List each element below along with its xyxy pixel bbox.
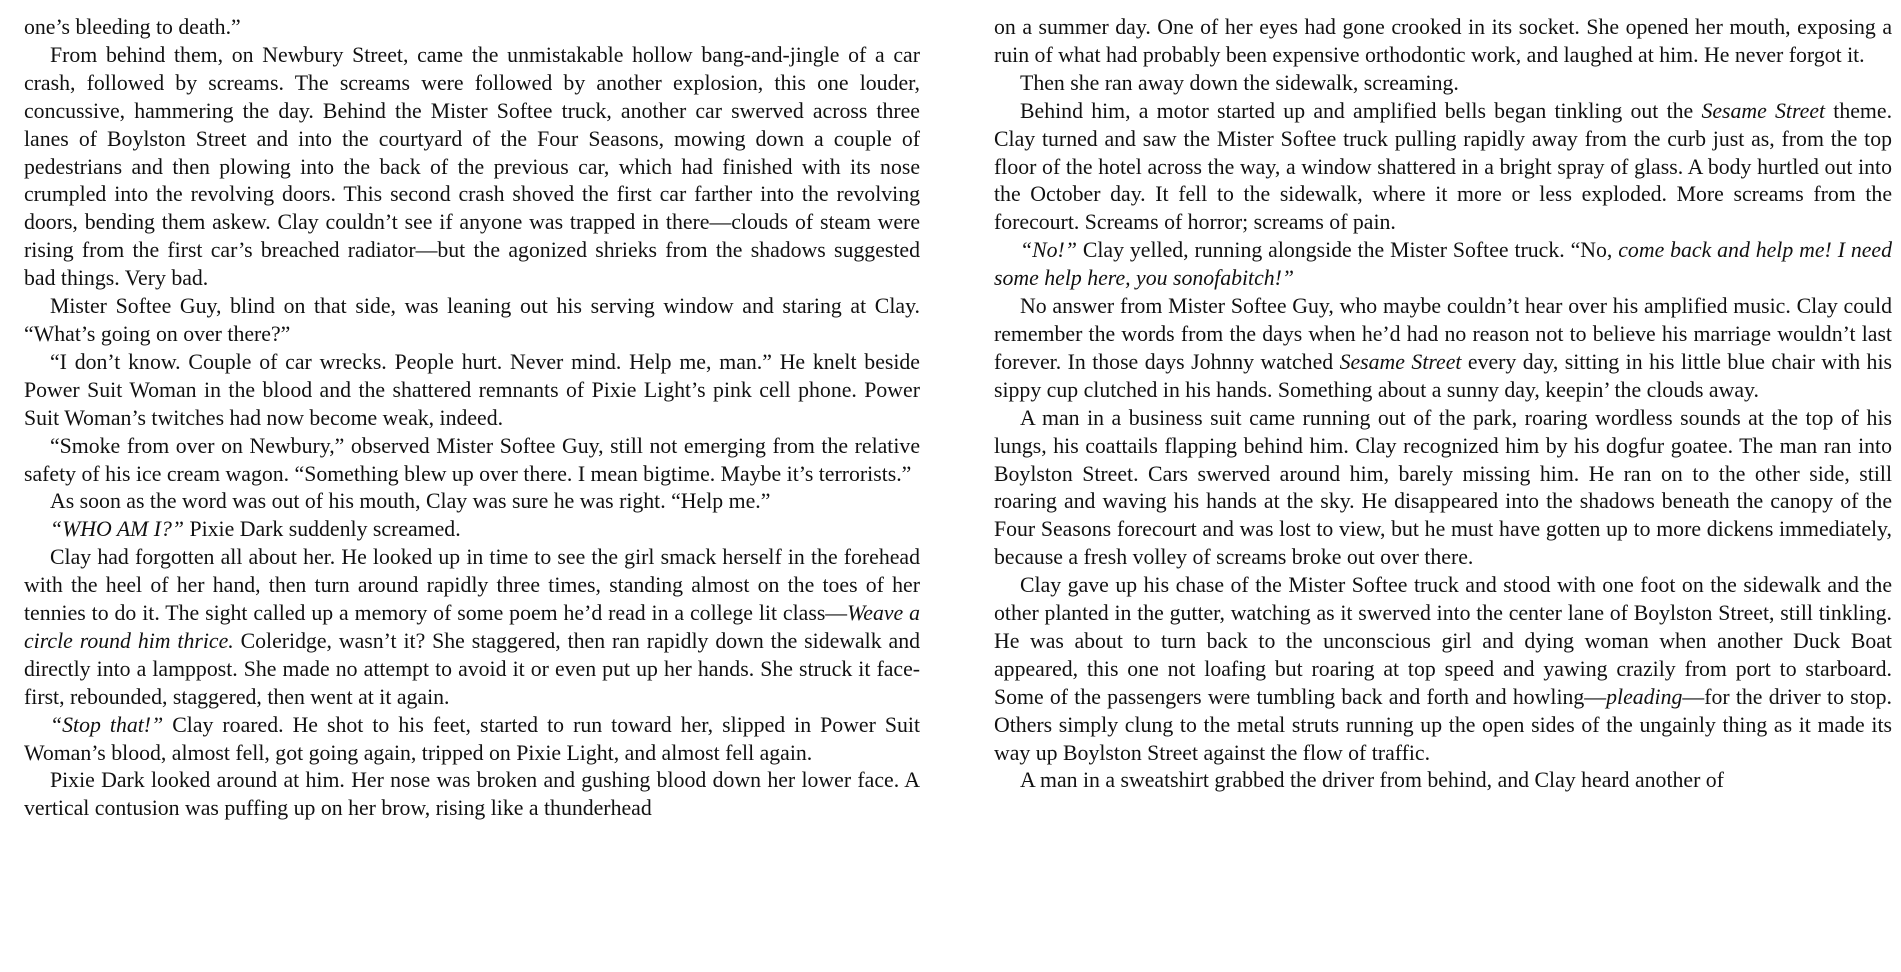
- italic-text: pleading: [1606, 684, 1683, 709]
- paragraph-text: Pixie Dark looked around at him. Her nose was broken and gushing blood down her lower face. A vertical contusion was puffing up on her brow, rising like a thunderhead: [24, 768, 920, 821]
- paragraph: [24, 42, 920, 293]
- paragraph-text: “Smoke from over on Newbury,” observed Mister Softee Guy, still not emerging from the relative safety of his ice cream wagon. “Something blew up over there. I mean bigtime. Maybe it’s terrorists.”: [24, 433, 920, 486]
- italic-text: Sesame Street: [1339, 349, 1462, 374]
- paragraph: [994, 70, 1892, 98]
- paragraph-text: From behind them, on Newbury Street, came the unmistakable hollow bang-and-jingle of a car crash, followed by screams. The screams were followed by another explosion, this one louder, concussive, hammering the day. Behind the Mister Softee truck, another car swerved across three lanes of Boylston Street and into the courtyard of the Four Seasons, mowing down a couple of pedestrians and then plowing into the back of the previous car, which had finished with its nose crumpled into the revolving doors. This second crash shoved the first car farther into the revolving doors, bending them askew. Clay couldn’t see if anyone was trapped in there—clouds of steam were rising from the first car’s breached radiator—but the agonized shrieks from the shadows suggested bad things. Very bad.: [24, 42, 920, 291]
- paragraph-text: Clay yelled, running alongside the Mister Softee truck. “No,: [1076, 238, 1619, 263]
- paragraph: [24, 349, 920, 433]
- paragraph: [24, 767, 920, 823]
- italic-text: “Stop that!”: [50, 712, 164, 737]
- paragraph: [994, 14, 1892, 70]
- paragraph-text: Behind him, a motor started up and amplified bells began tinkling out the: [1020, 98, 1702, 123]
- italic-text: Sesame Street: [1701, 98, 1826, 123]
- paragraph-text: Mister Softee Guy, blind on that side, was leaning out his serving window and staring at Clay. “What’s going on over there?”: [24, 294, 920, 346]
- paragraph: [24, 14, 920, 42]
- paragraph: [994, 572, 1892, 767]
- paragraph-text: “I don’t know. Couple of car wrecks. People hurt. Never mind. Help me, man.” He knelt beside Power Suit Woman in the blood and the shattered remnants of Pixie Light’s pink cell phone. Power Suit Woman’s twitches had now become weak, indeed.: [24, 349, 920, 430]
- left-page-column: [24, 14, 920, 823]
- paragraph: [994, 293, 1892, 405]
- italic-text: “No!”: [1020, 238, 1077, 263]
- paragraph-text: A man in a business suit came running out of the park, roaring wordless sounds at the top of his lungs, his coattails flapping behind him. Clay recognized him by his dogfur goatee. The man ran into Boylston Street. Cars swerved around him, barely missing him. He ran on to the other side, still roaring and waving his hands at the sky. He disappeared into the shadows beneath the canopy of the Four Seasons forecourt and was lost to view, but he must have gotten up to more dickens immediately, because a fresh volley of screams broke out over there.: [994, 405, 1892, 570]
- paragraph: [994, 237, 1892, 293]
- paragraph: [24, 516, 920, 544]
- paragraph-text: A man in a sweatshirt grabbed the driver from behind, and Clay heard another of: [1020, 768, 1724, 793]
- paragraph: [24, 433, 920, 489]
- paragraph: [24, 712, 920, 768]
- paragraph-text: Clay roared. He shot to his feet, started to run toward her, slipped in Power Suit Woman’s blood, almost fell, got going again, tripped on Pixie Light, and almost fell again.: [24, 712, 920, 765]
- paragraph-text: one’s bleeding to death.”: [24, 15, 241, 39]
- paragraph: [994, 405, 1892, 572]
- italic-text: “WHO AM I?”: [50, 517, 185, 542]
- paragraph-text: No answer from Mister Softee Guy, who maybe couldn’t hear over his amplified music. Clay could remember the words from the days when he’d had no reason not to believe his marriage wouldn’t last forever. In those days Johnny watched: [994, 294, 1892, 374]
- paragraph: [994, 98, 1892, 238]
- paragraph-text: theme. Clay turned and saw the Mister Softee truck pulling rapidly away from the curb just as, from the top floor of the hotel across the way, a window shattered in a bright spray of glass. A body hurtled out into the October day. It fell to the sidewalk, where it more or less exploded. More screams from the forecourt. Screams of horror; screams of pain.: [994, 98, 1893, 235]
- paragraph-text: As soon as the word was out of his mouth, Clay was sure he was right. “Help me.”: [50, 489, 771, 514]
- paragraph-text: Clay gave up his chase of the Mister Softee truck and stood with one foot on the sidewalk and the other planted in the gutter, watching as it swerved into the center lane of Boylston Street, still tinkling. He was about to turn back to the unconscious girl and dying woman when another Duck Boat appeared, this one not loafing but roaring at top speed and yawing crazily from port to starboard. Some of the passengers were tumbling back and forth and howling—: [994, 573, 1892, 709]
- paragraph: [24, 293, 920, 349]
- paragraph-text: Clay had forgotten all about her. He looked up in time to see the girl smack herself in the forehead with the heel of her hand, then turn around rapidly three times, standing almost on the toes of her tennies to do it. The sight called up a memory of some poem he’d read in a college lit class—: [24, 545, 920, 626]
- paragraph-text: every day, sitting in his little blue chair with his sippy cup clutched in his hands. Something about a sunny day, keepin’ the clouds away.: [994, 349, 1892, 402]
- paragraph-text: Coleridge, wasn’t it? She staggered, then ran rapidly down the sidewalk and directly into a lamppost. She made no attempt to avoid it or even put up her hands. She struck it face-first, rebounded, staggered, then went at it again.: [24, 628, 920, 709]
- paragraph-text: Then she ran away down the sidewalk, screaming.: [1020, 70, 1459, 95]
- paragraph-text: —for the driver to stop. Others simply clung to the metal struts running up the open sides of the ungainly thing as it made its way up Boylston Street against the flow of traffic.: [994, 684, 1893, 765]
- italic-text: come back and help me! I need some help here, you sonofabitch!”: [994, 238, 1892, 291]
- right-page-column: [994, 14, 1892, 795]
- paragraph: [994, 767, 1892, 795]
- paragraph-text: Pixie Dark suddenly screamed.: [184, 517, 461, 542]
- paragraph-text: on a summer day. One of her eyes had gone crooked in its socket. She opened her mouth, exposing a ruin of what had probably been expensive orthodontic work, and laughed at him. He never forgot it.: [994, 15, 1892, 67]
- paragraph: [24, 488, 920, 516]
- italic-text: Weave a circle round him thrice.: [24, 601, 920, 653]
- paragraph: [24, 544, 920, 711]
